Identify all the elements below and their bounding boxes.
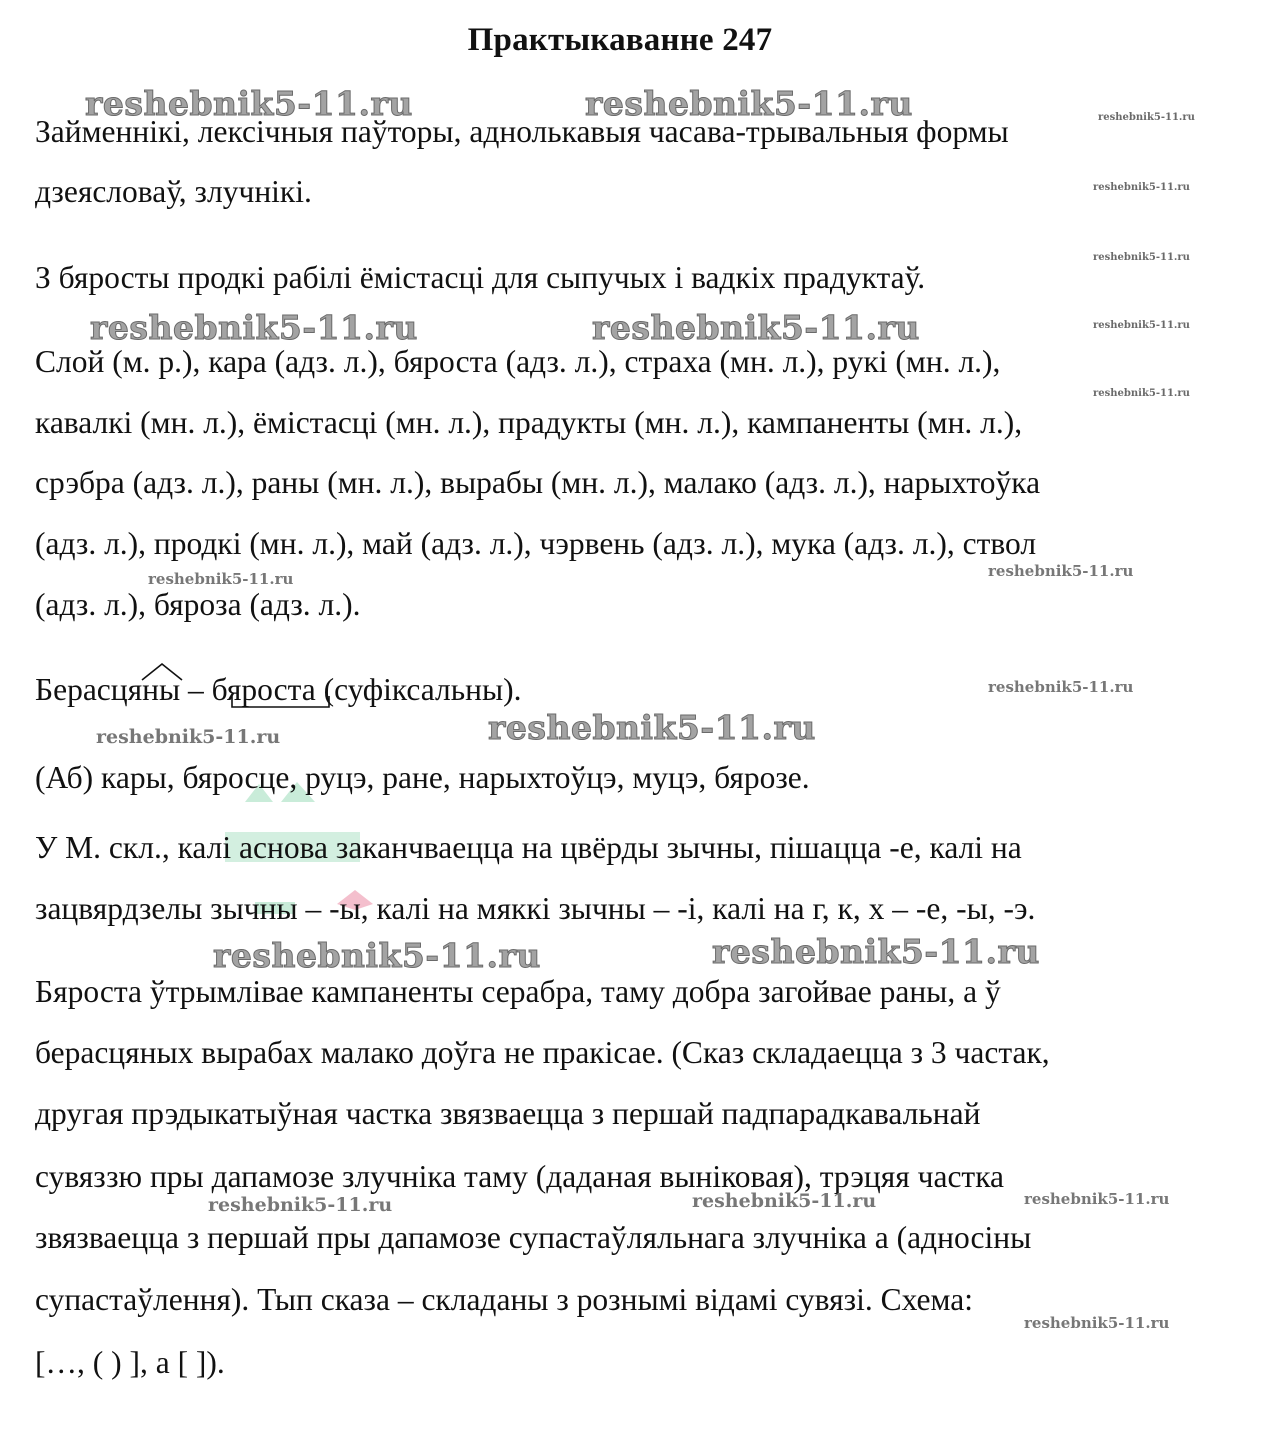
text-line-11: У М. скл., калі аснова заканчваецца на цвёрды зычны, пішацца -е, калі на (35, 830, 1022, 865)
watermark: reshebnik5-11.ru (988, 562, 1134, 580)
text-line-17: звязваецца з першай пры дапамозе супастаўляльнага злучніка а (адносіны (35, 1220, 1032, 1255)
text-line-3: З бяросты продкі рабілі ёмістасці для сыпучых і вадкіх прадуктаў. (35, 260, 926, 295)
page-title: Практыкаванне 247 (467, 22, 773, 58)
watermark: reshebnik5-11.ru (712, 932, 1040, 971)
derivation-type: (суфіксальны). (315, 672, 522, 707)
text-line-16: сувяззю пры дапамозе злучніка таму (даданая выніковая), трэцяя частка (35, 1159, 1005, 1194)
text-line-18: супастаўлення). Тып сказа – складаны з рознымі відамі сувязі. Схема: (35, 1282, 973, 1317)
watermark: reshebnik5-11.ru (1024, 1314, 1170, 1332)
watermark: reshebnik5-11.ru (1093, 252, 1190, 263)
watermark: reshebnik5-11.ru (96, 726, 281, 748)
root-word: бяроста (211, 672, 316, 707)
text-line-13: Бяроста ўтрымлівае кампаненты серабра, таму добра загойвае раны, а ў (35, 974, 1001, 1009)
text-line-19: […, ( ) ], а [ ]). (35, 1345, 225, 1380)
watermark: reshebnik5-11.ru (85, 84, 413, 123)
text-line-7: (адз. л.), продкі (мн. л.), май (адз. л.), чэрвень (адз. л.), мука (адз. л.), ствол (35, 526, 1037, 561)
watermark: reshebnik5-11.ru (988, 678, 1134, 696)
watermark: reshebnik5-11.ru (148, 570, 294, 588)
suffix-mark (140, 660, 184, 682)
watermark: reshebnik5-11.ru (692, 1190, 877, 1212)
watermark: reshebnik5-11.ru (1093, 388, 1190, 399)
text-line-12: зацвярдзелы зычны – -ы, калі на мяккі зычны – -і, калі на г, к, х – -е, -ы, -э. (35, 891, 1036, 926)
watermark: reshebnik5-11.ru (208, 1194, 393, 1216)
watermark: reshebnik5-11.ru (488, 708, 816, 747)
basis-bracket (230, 692, 332, 710)
text-line-6: срэбра (адз. л.), раны (мн. л.), вырабы (мн. л.), малако (адз. л.), нарыхтоўка (35, 465, 1041, 500)
text-line-15: другая прэдыкатыўная частка звязваецца з першай падпарадкавальнай (35, 1096, 981, 1131)
text-line-2: дзеясловаў, злучнікі. (35, 174, 312, 209)
watermark: reshebnik5-11.ru (90, 308, 418, 347)
watermark: reshebnik5-11.ru (592, 308, 920, 347)
watermark: reshebnik5-11.ru (213, 936, 541, 975)
watermark: reshebnik5-11.ru (1093, 182, 1190, 193)
watermark: reshebnik5-11.ru (1098, 112, 1195, 123)
text-line-10: (Аб) кары, бяросце, руцэ, ране, нарыхтоўцэ, муцэ, бярозе. (35, 760, 810, 795)
text-line-14: берасцяных вырабах малако доўга не пракісае. (Сказ складаецца з 3 частак, (35, 1035, 1050, 1070)
text-line-8: (адз. л.), бяроза (адз. л.). (35, 587, 361, 622)
text-line-1: Займеннікі, лексічныя паўторы, аднолькавыя часава-трывальныя формы (35, 114, 1009, 149)
text-line-4: Слой (м. р.), кара (адз. л.), бяроста (адз. л.), страха (мн. л.), рукі (мн. л.), (35, 344, 1001, 379)
watermark: reshebnik5-11.ru (1024, 1190, 1170, 1208)
watermark: reshebnik5-11.ru (1093, 320, 1190, 331)
derived-word: Берасцяны – (35, 672, 212, 707)
watermark: reshebnik5-11.ru (585, 84, 913, 123)
text-line-5: кавалкі (мн. л.), ёмістасці (мн. л.), прадукты (мн. л.), кампаненты (мн. л.), (35, 405, 1023, 440)
